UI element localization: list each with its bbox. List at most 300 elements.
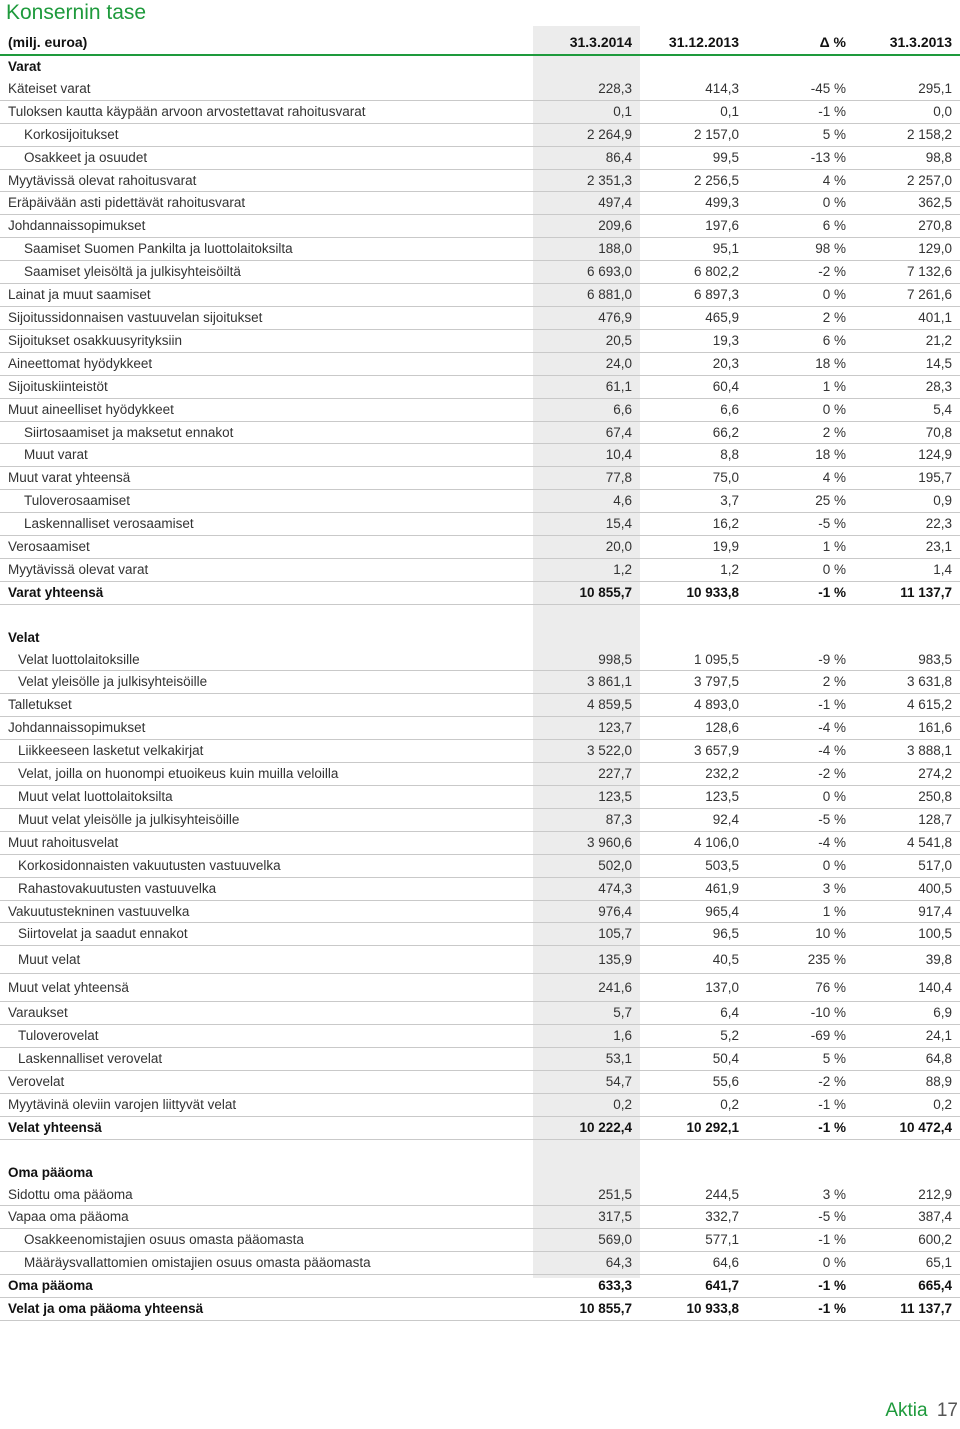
col-header-31-3-2014: 31.3.2014 bbox=[533, 32, 640, 55]
value-change-pct: 4 % bbox=[747, 467, 854, 490]
value-31-12-2013: 8,8 bbox=[640, 444, 747, 467]
row-label: Myytävissä olevat varat bbox=[0, 558, 533, 581]
value-31-3-2013: 0,9 bbox=[854, 490, 960, 513]
row-label: Osakkeenomistajien osuus omasta pääomasta bbox=[0, 1229, 533, 1252]
value-31-12-2013: 197,6 bbox=[640, 215, 747, 238]
value-change-pct: 2 % bbox=[747, 671, 854, 694]
value-31-12-2013: 19,9 bbox=[640, 536, 747, 559]
value-31-12-2013: 6 802,2 bbox=[640, 261, 747, 284]
value-31-3-2014: 502,0 bbox=[533, 854, 640, 877]
row-label: Verosaamiset bbox=[0, 536, 533, 559]
table-row bbox=[0, 1229, 960, 1252]
value-31-12-2013 bbox=[640, 627, 747, 649]
value-31-3-2014 bbox=[533, 55, 640, 78]
row-label: Laskennalliset verosaamiset bbox=[0, 513, 533, 536]
col-header-31-3-2013: 31.3.2013 bbox=[854, 32, 960, 55]
value-31-3-2014: 87,3 bbox=[533, 808, 640, 831]
value-31-3-2014: 3 522,0 bbox=[533, 740, 640, 763]
value-31-12-2013: 99,5 bbox=[640, 146, 747, 169]
value-31-12-2013: 3,7 bbox=[640, 490, 747, 513]
value-31-12-2013 bbox=[640, 604, 747, 626]
spacer-row bbox=[0, 1139, 960, 1161]
value-31-3-2013: 600,2 bbox=[854, 1229, 960, 1252]
table-row bbox=[0, 877, 960, 900]
value-31-3-2014: 633,3 bbox=[533, 1275, 640, 1298]
value-31-3-2013: 7 132,6 bbox=[854, 261, 960, 284]
value-change-pct: 25 % bbox=[747, 490, 854, 513]
table-row bbox=[0, 215, 960, 238]
section-heading-row bbox=[0, 627, 960, 649]
table-row bbox=[0, 785, 960, 808]
value-change-pct: -2 % bbox=[747, 261, 854, 284]
row-label: Oma pääoma bbox=[8, 1164, 93, 1180]
value-change-pct: 5 % bbox=[747, 123, 854, 146]
value-31-3-2014: 53,1 bbox=[533, 1048, 640, 1071]
value-31-3-2013: 21,2 bbox=[854, 329, 960, 352]
value-change-pct bbox=[747, 604, 854, 626]
row-label: Velat yhteensä bbox=[0, 1116, 533, 1139]
unit-header: (milj. euroa) bbox=[0, 32, 533, 55]
table-row bbox=[0, 1206, 960, 1229]
table-row bbox=[0, 100, 960, 123]
value-31-3-2014: 2 351,3 bbox=[533, 169, 640, 192]
value-31-3-2013: 2 158,2 bbox=[854, 123, 960, 146]
value-change-pct: 0 % bbox=[747, 1252, 854, 1275]
value-change-pct bbox=[747, 55, 854, 78]
value-change-pct: -5 % bbox=[747, 513, 854, 536]
table-row bbox=[0, 558, 960, 581]
table-row bbox=[0, 192, 960, 215]
row-label: Muut velat yleisölle ja julkisyhteisöille bbox=[0, 808, 533, 831]
value-31-3-2014: 209,6 bbox=[533, 215, 640, 238]
table-row bbox=[0, 581, 960, 604]
row-label: Muut aineelliset hyödykkeet bbox=[0, 398, 533, 421]
value-change-pct: 235 % bbox=[747, 946, 854, 974]
value-31-3-2013: 70,8 bbox=[854, 421, 960, 444]
row-label: Velat, joilla on huonompi etuoikeus kuin muilla veloilla bbox=[0, 763, 533, 786]
value-31-3-2013: 250,8 bbox=[854, 785, 960, 808]
value-31-3-2014: 1,6 bbox=[533, 1025, 640, 1048]
value-change-pct: -5 % bbox=[747, 1206, 854, 1229]
value-31-3-2013 bbox=[854, 627, 960, 649]
value-31-12-2013: 16,2 bbox=[640, 513, 747, 536]
value-31-3-2013: 24,1 bbox=[854, 1025, 960, 1048]
row-label: Vapaa oma pääoma bbox=[0, 1206, 533, 1229]
value-31-3-2013: 212,9 bbox=[854, 1184, 960, 1206]
balance-sheet-table bbox=[0, 32, 960, 1321]
value-31-3-2014: 15,4 bbox=[533, 513, 640, 536]
value-change-pct: 18 % bbox=[747, 444, 854, 467]
row-label: Verovelat bbox=[0, 1071, 533, 1094]
value-change-pct: 3 % bbox=[747, 1184, 854, 1206]
value-31-3-2013: 0,2 bbox=[854, 1093, 960, 1116]
value-31-3-2013: 161,6 bbox=[854, 717, 960, 740]
value-change-pct: 2 % bbox=[747, 306, 854, 329]
row-label: Talletukset bbox=[0, 694, 533, 717]
row-label: Muut rahoitusvelat bbox=[0, 831, 533, 854]
value-31-12-2013: 40,5 bbox=[640, 946, 747, 974]
value-31-3-2014: 123,5 bbox=[533, 785, 640, 808]
value-31-3-2013: 22,3 bbox=[854, 513, 960, 536]
table-body bbox=[0, 55, 960, 1321]
value-31-3-2013 bbox=[854, 1139, 960, 1161]
row-label: Velat yleisölle ja julkisyhteisöille bbox=[0, 671, 533, 694]
value-31-12-2013: 0,1 bbox=[640, 100, 747, 123]
value-31-12-2013: 414,3 bbox=[640, 78, 747, 100]
value-31-3-2013: 124,9 bbox=[854, 444, 960, 467]
value-change-pct: -1 % bbox=[747, 581, 854, 604]
row-label: Siirtovelat ja saadut ennakot bbox=[0, 923, 533, 946]
value-31-3-2014: 135,9 bbox=[533, 946, 640, 974]
value-31-3-2013: 517,0 bbox=[854, 854, 960, 877]
row-label: Johdannaissopimukset bbox=[0, 717, 533, 740]
spacer-row bbox=[0, 604, 960, 626]
row-label: Varat bbox=[8, 59, 42, 74]
value-31-3-2014: 3 861,1 bbox=[533, 671, 640, 694]
value-31-12-2013: 96,5 bbox=[640, 923, 747, 946]
value-31-3-2013: 39,8 bbox=[854, 946, 960, 974]
value-31-12-2013: 20,3 bbox=[640, 352, 747, 375]
row-label: Saamiset yleisöltä ja julkisyhteisöiltä bbox=[0, 261, 533, 284]
row-label bbox=[0, 1139, 533, 1161]
value-31-3-2014: 6,6 bbox=[533, 398, 640, 421]
table-row bbox=[0, 1071, 960, 1094]
value-31-3-2013: 295,1 bbox=[854, 78, 960, 100]
row-label: Osakkeet ja osuudet bbox=[0, 146, 533, 169]
value-31-3-2013: 387,4 bbox=[854, 1206, 960, 1229]
value-change-pct: 1 % bbox=[747, 375, 854, 398]
value-31-3-2013: 274,2 bbox=[854, 763, 960, 786]
value-change-pct: 76 % bbox=[747, 974, 854, 1002]
value-31-12-2013: 55,6 bbox=[640, 1071, 747, 1094]
value-31-12-2013: 137,0 bbox=[640, 974, 747, 1002]
table-row bbox=[0, 1298, 960, 1321]
value-31-3-2013: 65,1 bbox=[854, 1252, 960, 1275]
value-31-3-2013: 28,3 bbox=[854, 375, 960, 398]
value-31-12-2013: 50,4 bbox=[640, 1048, 747, 1071]
value-change-pct: -1 % bbox=[747, 1275, 854, 1298]
table-row bbox=[0, 238, 960, 261]
row-label: Korkosidonnaisten vakuutusten vastuuvelka bbox=[0, 854, 533, 877]
row-label: Korkosijoitukset bbox=[0, 123, 533, 146]
value-31-3-2013: 129,0 bbox=[854, 238, 960, 261]
value-change-pct: -2 % bbox=[747, 1071, 854, 1094]
value-change-pct: 6 % bbox=[747, 329, 854, 352]
value-31-3-2013: 6,9 bbox=[854, 1002, 960, 1025]
table-row bbox=[0, 763, 960, 786]
value-31-3-2013: 362,5 bbox=[854, 192, 960, 215]
value-31-3-2014 bbox=[533, 1162, 640, 1184]
table-row bbox=[0, 78, 960, 100]
value-31-3-2013: 3 888,1 bbox=[854, 740, 960, 763]
value-31-3-2013: 0,0 bbox=[854, 100, 960, 123]
value-31-12-2013: 64,6 bbox=[640, 1252, 747, 1275]
value-31-3-2013: 4 541,8 bbox=[854, 831, 960, 854]
value-31-12-2013: 6,4 bbox=[640, 1002, 747, 1025]
value-31-3-2014: 105,7 bbox=[533, 923, 640, 946]
value-31-3-2014: 20,5 bbox=[533, 329, 640, 352]
value-31-3-2014: 123,7 bbox=[533, 717, 640, 740]
table-row bbox=[0, 1048, 960, 1071]
row-label: Tuloksen kautta käypään arvoon arvostettavat rahoitusvarat bbox=[0, 100, 533, 123]
table-row bbox=[0, 398, 960, 421]
table-row bbox=[0, 946, 960, 974]
value-31-3-2013: 100,5 bbox=[854, 923, 960, 946]
table-row bbox=[0, 1093, 960, 1116]
table-header-row bbox=[0, 32, 960, 55]
value-31-3-2013: 140,4 bbox=[854, 974, 960, 1002]
value-31-3-2013: 400,5 bbox=[854, 877, 960, 900]
row-label: Aineettomat hyödykkeet bbox=[0, 352, 533, 375]
value-change-pct bbox=[747, 627, 854, 649]
value-31-3-2014: 20,0 bbox=[533, 536, 640, 559]
row-label: Siirtosaamiset ja maksetut ennakot bbox=[0, 421, 533, 444]
row-label: Varaukset bbox=[0, 1002, 533, 1025]
table-row bbox=[0, 536, 960, 559]
row-label: Sidottu oma pääoma bbox=[0, 1184, 533, 1206]
value-31-3-2013: 98,8 bbox=[854, 146, 960, 169]
value-31-3-2013 bbox=[854, 604, 960, 626]
row-label: Muut velat luottolaitoksilta bbox=[0, 785, 533, 808]
value-change-pct: 1 % bbox=[747, 536, 854, 559]
value-31-12-2013: 577,1 bbox=[640, 1229, 747, 1252]
row-label: Sijoitukset osakkuusyrityksiin bbox=[0, 329, 533, 352]
value-change-pct: -10 % bbox=[747, 1002, 854, 1025]
row-label: Rahastovakuutusten vastuuvelka bbox=[0, 877, 533, 900]
row-label: Määräysvallattomien omistajien osuus omasta pääomasta bbox=[0, 1252, 533, 1275]
value-31-3-2014: 251,5 bbox=[533, 1184, 640, 1206]
row-label: Velat luottolaitoksille bbox=[0, 649, 533, 671]
table-row bbox=[0, 1025, 960, 1048]
value-31-12-2013: 123,5 bbox=[640, 785, 747, 808]
value-31-3-2014: 3 960,6 bbox=[533, 831, 640, 854]
value-31-12-2013: 1 095,5 bbox=[640, 649, 747, 671]
value-31-12-2013: 95,1 bbox=[640, 238, 747, 261]
table-row bbox=[0, 306, 960, 329]
value-31-12-2013: 10 933,8 bbox=[640, 581, 747, 604]
value-31-3-2013: 983,5 bbox=[854, 649, 960, 671]
value-31-3-2014: 241,6 bbox=[533, 974, 640, 1002]
col-header-change-pct: Δ % bbox=[747, 32, 854, 55]
brand-name: Aktia bbox=[885, 1400, 928, 1421]
value-31-12-2013: 4 893,0 bbox=[640, 694, 747, 717]
row-label: Velat bbox=[8, 629, 40, 645]
value-31-12-2013: 641,7 bbox=[640, 1275, 747, 1298]
table-row bbox=[0, 1252, 960, 1275]
section-heading-row bbox=[0, 1162, 960, 1184]
value-31-3-2014: 4 859,5 bbox=[533, 694, 640, 717]
value-change-pct: -1 % bbox=[747, 100, 854, 123]
value-change-pct: 4 % bbox=[747, 169, 854, 192]
row-label: Vakuutustekninen vastuuvelka bbox=[0, 900, 533, 923]
value-31-3-2014: 77,8 bbox=[533, 467, 640, 490]
value-31-12-2013: 3 657,9 bbox=[640, 740, 747, 763]
value-31-3-2013: 11 137,7 bbox=[854, 581, 960, 604]
value-change-pct: -45 % bbox=[747, 78, 854, 100]
col-header-31-12-2013: 31.12.2013 bbox=[640, 32, 747, 55]
table-row bbox=[0, 146, 960, 169]
value-31-3-2014: 998,5 bbox=[533, 649, 640, 671]
value-change-pct: 2 % bbox=[747, 421, 854, 444]
value-change-pct: 0 % bbox=[747, 192, 854, 215]
value-change-pct bbox=[747, 1162, 854, 1184]
table-row bbox=[0, 352, 960, 375]
value-change-pct: 18 % bbox=[747, 352, 854, 375]
value-31-3-2014: 86,4 bbox=[533, 146, 640, 169]
row-label: Varat yhteensä bbox=[0, 581, 533, 604]
value-31-3-2014: 227,7 bbox=[533, 763, 640, 786]
value-31-3-2014 bbox=[533, 604, 640, 626]
row-label: Sijoitussidonnaisen vastuuvelan sijoitukset bbox=[0, 306, 533, 329]
value-31-12-2013: 2 157,0 bbox=[640, 123, 747, 146]
value-31-3-2014: 317,5 bbox=[533, 1206, 640, 1229]
value-31-12-2013: 965,4 bbox=[640, 900, 747, 923]
row-label: Johdannaissopimukset bbox=[0, 215, 533, 238]
value-31-3-2013: 4 615,2 bbox=[854, 694, 960, 717]
value-change-pct: 5 % bbox=[747, 1048, 854, 1071]
value-change-pct: -4 % bbox=[747, 740, 854, 763]
table-row bbox=[0, 649, 960, 671]
value-31-12-2013: 461,9 bbox=[640, 877, 747, 900]
value-change-pct: -5 % bbox=[747, 808, 854, 831]
table-row bbox=[0, 490, 960, 513]
value-change-pct: -69 % bbox=[747, 1025, 854, 1048]
table-row bbox=[0, 169, 960, 192]
row-label: Myytävinä oleviin varojen liittyvät velat bbox=[0, 1093, 533, 1116]
table-row bbox=[0, 1275, 960, 1298]
table-row bbox=[0, 923, 960, 946]
table-row bbox=[0, 329, 960, 352]
value-31-3-2014: 1,2 bbox=[533, 558, 640, 581]
value-31-12-2013: 6,6 bbox=[640, 398, 747, 421]
value-31-3-2013: 1,4 bbox=[854, 558, 960, 581]
value-change-pct: 98 % bbox=[747, 238, 854, 261]
value-31-3-2014: 67,4 bbox=[533, 421, 640, 444]
value-31-3-2013: 2 257,0 bbox=[854, 169, 960, 192]
table-row bbox=[0, 375, 960, 398]
table-row bbox=[0, 513, 960, 536]
row-label bbox=[0, 604, 533, 626]
page-title: Konsernin tase bbox=[6, 1, 147, 24]
value-31-3-2014: 474,3 bbox=[533, 877, 640, 900]
section-heading-row bbox=[0, 55, 960, 78]
value-change-pct: 6 % bbox=[747, 215, 854, 238]
value-change-pct: 0 % bbox=[747, 558, 854, 581]
value-31-12-2013: 4 106,0 bbox=[640, 831, 747, 854]
row-label: Käteiset varat bbox=[0, 78, 533, 100]
row-label: Myytävissä olevat rahoitusvarat bbox=[0, 169, 533, 192]
value-change-pct: 10 % bbox=[747, 923, 854, 946]
value-change-pct: -4 % bbox=[747, 717, 854, 740]
table-row bbox=[0, 1184, 960, 1206]
row-label: Oma pääoma bbox=[0, 1275, 533, 1298]
value-31-3-2013: 64,8 bbox=[854, 1048, 960, 1071]
page-number: 17 bbox=[936, 1400, 958, 1421]
row-label: Muut velat yhteensä bbox=[0, 974, 533, 1002]
table-row bbox=[0, 467, 960, 490]
value-31-3-2013: 10 472,4 bbox=[854, 1116, 960, 1139]
value-change-pct: -9 % bbox=[747, 649, 854, 671]
value-31-3-2014: 188,0 bbox=[533, 238, 640, 261]
table-row bbox=[0, 671, 960, 694]
row-label: Muut varat bbox=[0, 444, 533, 467]
value-31-3-2013: 11 137,7 bbox=[854, 1298, 960, 1321]
value-31-12-2013: 1,2 bbox=[640, 558, 747, 581]
value-31-3-2014: 476,9 bbox=[533, 306, 640, 329]
value-31-3-2013: 23,1 bbox=[854, 536, 960, 559]
value-31-3-2014: 24,0 bbox=[533, 352, 640, 375]
table-row bbox=[0, 444, 960, 467]
value-change-pct: -1 % bbox=[747, 1093, 854, 1116]
value-31-3-2013: 14,5 bbox=[854, 352, 960, 375]
value-31-3-2013: 128,7 bbox=[854, 808, 960, 831]
value-31-3-2014: 228,3 bbox=[533, 78, 640, 100]
value-31-3-2014: 5,7 bbox=[533, 1002, 640, 1025]
page-footer bbox=[885, 1400, 958, 1422]
value-change-pct: 0 % bbox=[747, 284, 854, 307]
value-31-12-2013: 5,2 bbox=[640, 1025, 747, 1048]
value-31-12-2013: 66,2 bbox=[640, 421, 747, 444]
value-change-pct: -1 % bbox=[747, 1298, 854, 1321]
value-31-12-2013: 3 797,5 bbox=[640, 671, 747, 694]
value-31-12-2013 bbox=[640, 55, 747, 78]
value-31-3-2014: 4,6 bbox=[533, 490, 640, 513]
value-change-pct: 0 % bbox=[747, 785, 854, 808]
value-31-12-2013: 6 897,3 bbox=[640, 284, 747, 307]
row-label: Lainat ja muut saamiset bbox=[0, 284, 533, 307]
value-change-pct: -4 % bbox=[747, 831, 854, 854]
value-31-3-2013: 5,4 bbox=[854, 398, 960, 421]
value-31-12-2013: 244,5 bbox=[640, 1184, 747, 1206]
value-31-3-2014: 10,4 bbox=[533, 444, 640, 467]
row-label: Muut varat yhteensä bbox=[0, 467, 533, 490]
row-label: Laskennalliset verovelat bbox=[0, 1048, 533, 1071]
value-31-3-2014: 54,7 bbox=[533, 1071, 640, 1094]
value-31-3-2013: 3 631,8 bbox=[854, 671, 960, 694]
value-31-12-2013: 503,5 bbox=[640, 854, 747, 877]
value-31-12-2013: 499,3 bbox=[640, 192, 747, 215]
value-31-12-2013: 465,9 bbox=[640, 306, 747, 329]
value-31-3-2014: 569,0 bbox=[533, 1229, 640, 1252]
table-row bbox=[0, 1002, 960, 1025]
value-31-3-2014: 497,4 bbox=[533, 192, 640, 215]
value-31-3-2014: 10 855,7 bbox=[533, 1298, 640, 1321]
value-31-3-2013: 401,1 bbox=[854, 306, 960, 329]
value-change-pct: 0 % bbox=[747, 854, 854, 877]
value-change-pct: 0 % bbox=[747, 398, 854, 421]
value-31-3-2013: 88,9 bbox=[854, 1071, 960, 1094]
row-label: Tuloverosaamiset bbox=[0, 490, 533, 513]
table-row bbox=[0, 261, 960, 284]
row-label: Sijoituskiinteistöt bbox=[0, 375, 533, 398]
value-31-12-2013: 0,2 bbox=[640, 1093, 747, 1116]
value-31-3-2014 bbox=[533, 627, 640, 649]
table-row bbox=[0, 854, 960, 877]
row-label: Velat ja oma pääoma yhteensä bbox=[0, 1298, 533, 1321]
table-row bbox=[0, 694, 960, 717]
value-change-pct: -2 % bbox=[747, 763, 854, 786]
value-31-3-2013: 917,4 bbox=[854, 900, 960, 923]
table-row bbox=[0, 974, 960, 1002]
table-row bbox=[0, 284, 960, 307]
value-31-12-2013: 19,3 bbox=[640, 329, 747, 352]
value-31-12-2013: 128,6 bbox=[640, 717, 747, 740]
row-label: Liikkeeseen lasketut velkakirjat bbox=[0, 740, 533, 763]
value-31-12-2013: 232,2 bbox=[640, 763, 747, 786]
table-row bbox=[0, 123, 960, 146]
value-31-3-2014: 0,2 bbox=[533, 1093, 640, 1116]
value-31-12-2013: 10 292,1 bbox=[640, 1116, 747, 1139]
